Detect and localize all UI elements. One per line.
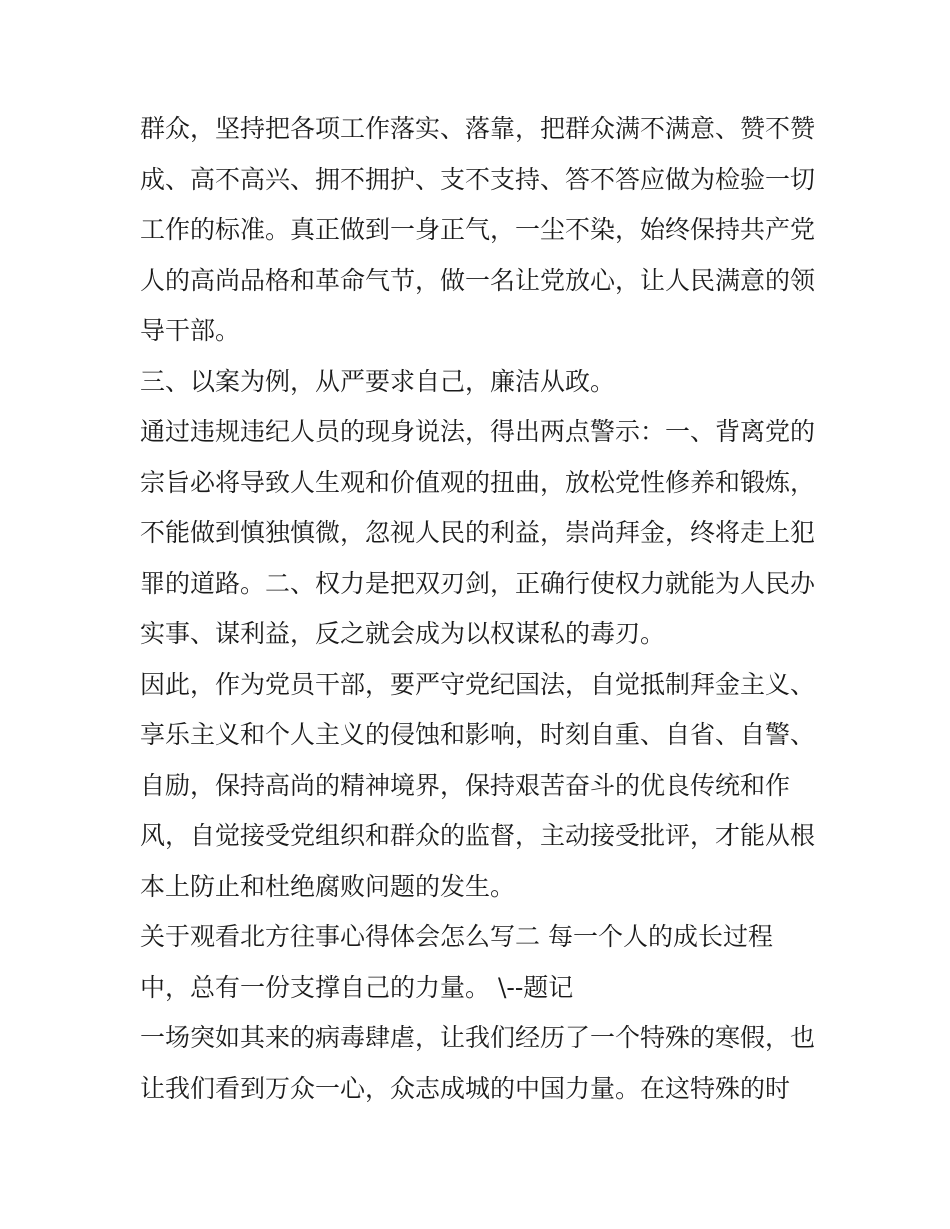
section-title-two: [140, 912, 820, 1013]
paragraph-conclusion: [140, 660, 820, 913]
paragraph-epidemic: [140, 1013, 820, 1114]
text-line: 人的高尚品格和革命气节，做一名让党放心，让人民满意的领: [140, 265, 816, 295]
section-heading-three: [140, 357, 820, 408]
paragraph-mass-work-standard: [140, 104, 820, 357]
text-line: 一场突如其来的病毒肆虐，让我们经历了一个特殊的寒假，也: [140, 1023, 816, 1052]
text-line: 三、以案为例，从严要求自己，廉洁从政。: [140, 366, 616, 396]
text-line: 罪的道路。二、权力是把双刃剑，正确行使权力就能为人民办: [140, 568, 816, 598]
text-line: 关于观看北方往事心得体会怎么写二 每一个人的成长过程: [140, 922, 773, 951]
text-line: 风，自觉接受党组织和群众的监督，主动接受批评，才能从根: [140, 821, 816, 850]
text-line: 成、高不高兴、拥不拥护、支不支持、答不答应做为检验一切: [140, 164, 816, 194]
text-line: 宗旨必将导致人生观和价值观的扭曲，放松党性修养和锻炼，: [140, 467, 816, 497]
text-line: 不能做到慎独慎微，忽视人民的利益，崇尚拜金，终将走上犯: [140, 518, 816, 547]
text-line: 自励，保持高尚的精神境界，保持艰苦奋斗的优良传统和作: [140, 770, 791, 800]
paragraph-warnings: [140, 407, 820, 660]
text-line: 中，总有一份支撑自己的力量。 \--题记: [140, 972, 574, 1002]
text-line: 让我们看到万众一心，众志成城的中国力量。在这特殊的时: [140, 1073, 791, 1103]
text-line: 因此，作为党员干部，要严守党纪国法，自觉抵制拜金主义、: [140, 669, 816, 699]
text-line: 本上防止和杜绝腐败问题的发生。: [140, 871, 516, 901]
text-line: 通过违规违纪人员的现身说法，得出两点警示：一、背离党的: [140, 417, 816, 446]
text-line: 实事、谋利益，反之就会成为以权谋私的毒刃。: [140, 619, 666, 648]
text-line: 导干部。: [140, 316, 241, 345]
text-line: 工作的标准。真正做到一身正气，一尘不染，始终保持共产党: [140, 215, 816, 244]
text-line: 享乐主义和个人主义的侵蚀和影响，时刻自重、自省、自警、: [140, 720, 816, 749]
document-body: [140, 104, 820, 1114]
text-line: 群众，坚持把各项工作落实、落靠，把群众满不满意、赞不赞: [140, 114, 816, 143]
